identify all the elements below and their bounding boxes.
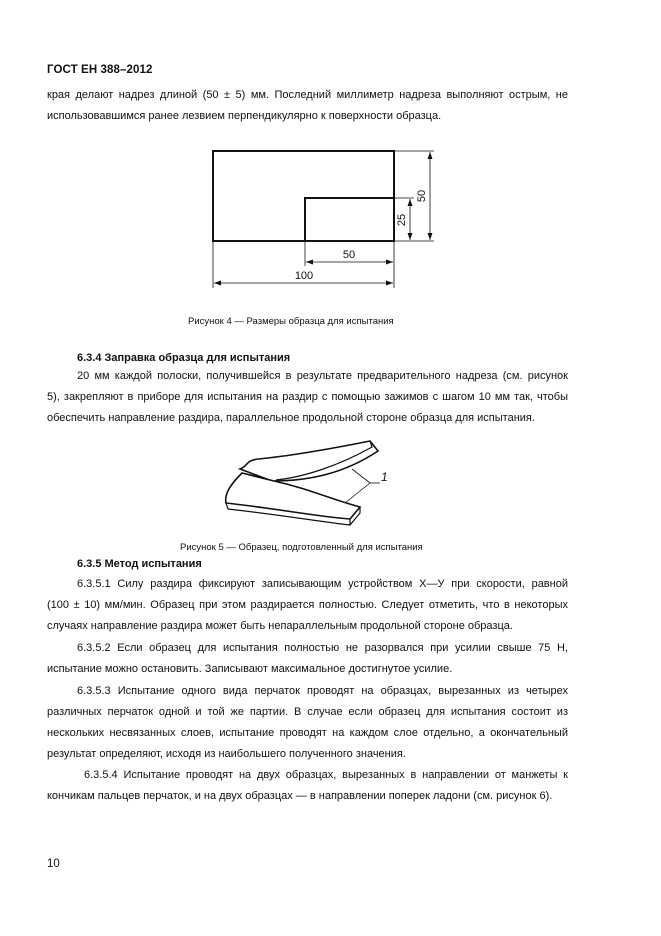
paragraph-6-3-5-2 [47, 638, 568, 680]
text-line: кончикам пальцев перчаток, и на двух образцах — в направлении поперек ладони (см. рисунок 6). [47, 790, 553, 802]
text-line: обеспечить направление раздира, параллельное продольной стороне образца для испытания. [47, 412, 535, 424]
figure-5-caption: Рисунок 5 — Образец, подготовленный для испытания [180, 542, 423, 553]
section-6-3-4-paragraph [47, 366, 568, 429]
text-line: 20 мм каждой полоски, получившейся в результате предварительного надреза (см. рисунок [77, 370, 568, 382]
text-line: результат определяют, исходя из наибольшего полученного значения. [47, 748, 406, 760]
notch-outline [305, 198, 394, 241]
text-line: 5), закрепляют в приборе для испытания на раздир с помощью зажимов с шагом 10 мм так, чтобы [47, 391, 568, 403]
text-line: различных перчаток одной и той же партии. В случае если образец для испытания состоит из [47, 706, 568, 718]
page-number: 10 [47, 858, 60, 870]
paragraph-6-3-5-4 [47, 765, 568, 807]
dimension-label-50-horizontal: 50 [342, 249, 356, 261]
dimension-label-25: 25 [396, 213, 408, 227]
paragraph-6-3-5-3 [47, 681, 568, 765]
text-line: 6.3.5.4 Испытание проводят на двух образцах, вырезанных в направлении от манжеты к [84, 769, 568, 781]
text-line: нескольких несвязанных слоев, испытание проводят на каждом слое отдельно, а окончательный [47, 727, 568, 739]
intro-paragraph [47, 85, 568, 127]
paragraph-6-3-5-1 [47, 574, 568, 637]
figure-5-drawing [0, 433, 661, 533]
figure-4-caption: Рисунок 4 — Размеры образца для испытания [188, 316, 394, 327]
upper-strip [240, 441, 378, 481]
dimension-label-50-vertical: 50 [416, 189, 428, 203]
specimen-outline [213, 151, 394, 241]
text-line: (100 ± 10) мм/мин. Образец при этом раздирается полностью. Следует отметить, что в некоторых [47, 599, 568, 611]
text-line: 6.3.5.3 Испытание одного вида перчаток проводят на образцах, вырезанных из четырех [77, 685, 568, 697]
text-line: 6.3.5.2 Если образец для испытания полностью не разорвался при усилии свыше 75 Н, [77, 642, 568, 654]
text-line: использовавшимся ранее лезвием перпендикулярно к поверхности образца. [47, 110, 442, 122]
section-6-3-4-heading: 6.3.4 Заправка образца для испытания [77, 352, 291, 364]
text-line: случаях направление раздира может быть непараллельным продольной стороне образца. [47, 620, 513, 632]
section-6-3-5-heading: 6.3.5 Метод испытания [77, 558, 202, 570]
figure-5-label: 1 [381, 470, 388, 484]
text-line: края делают надрез длиной (50 ± 5) мм. Последний миллиметр надреза выполняют острым, не [47, 89, 568, 101]
document-header: ГОСТ ЕН 388–2012 [47, 64, 153, 76]
text-line: испытание можно остановить. Записывают максимальное достигнутое усилие. [47, 663, 453, 675]
dimension-label-100: 100 [294, 270, 314, 282]
text-line: 6.3.5.1 Силу раздира фиксируют записывающим устройством Х—У при скорости, равной [77, 578, 568, 590]
